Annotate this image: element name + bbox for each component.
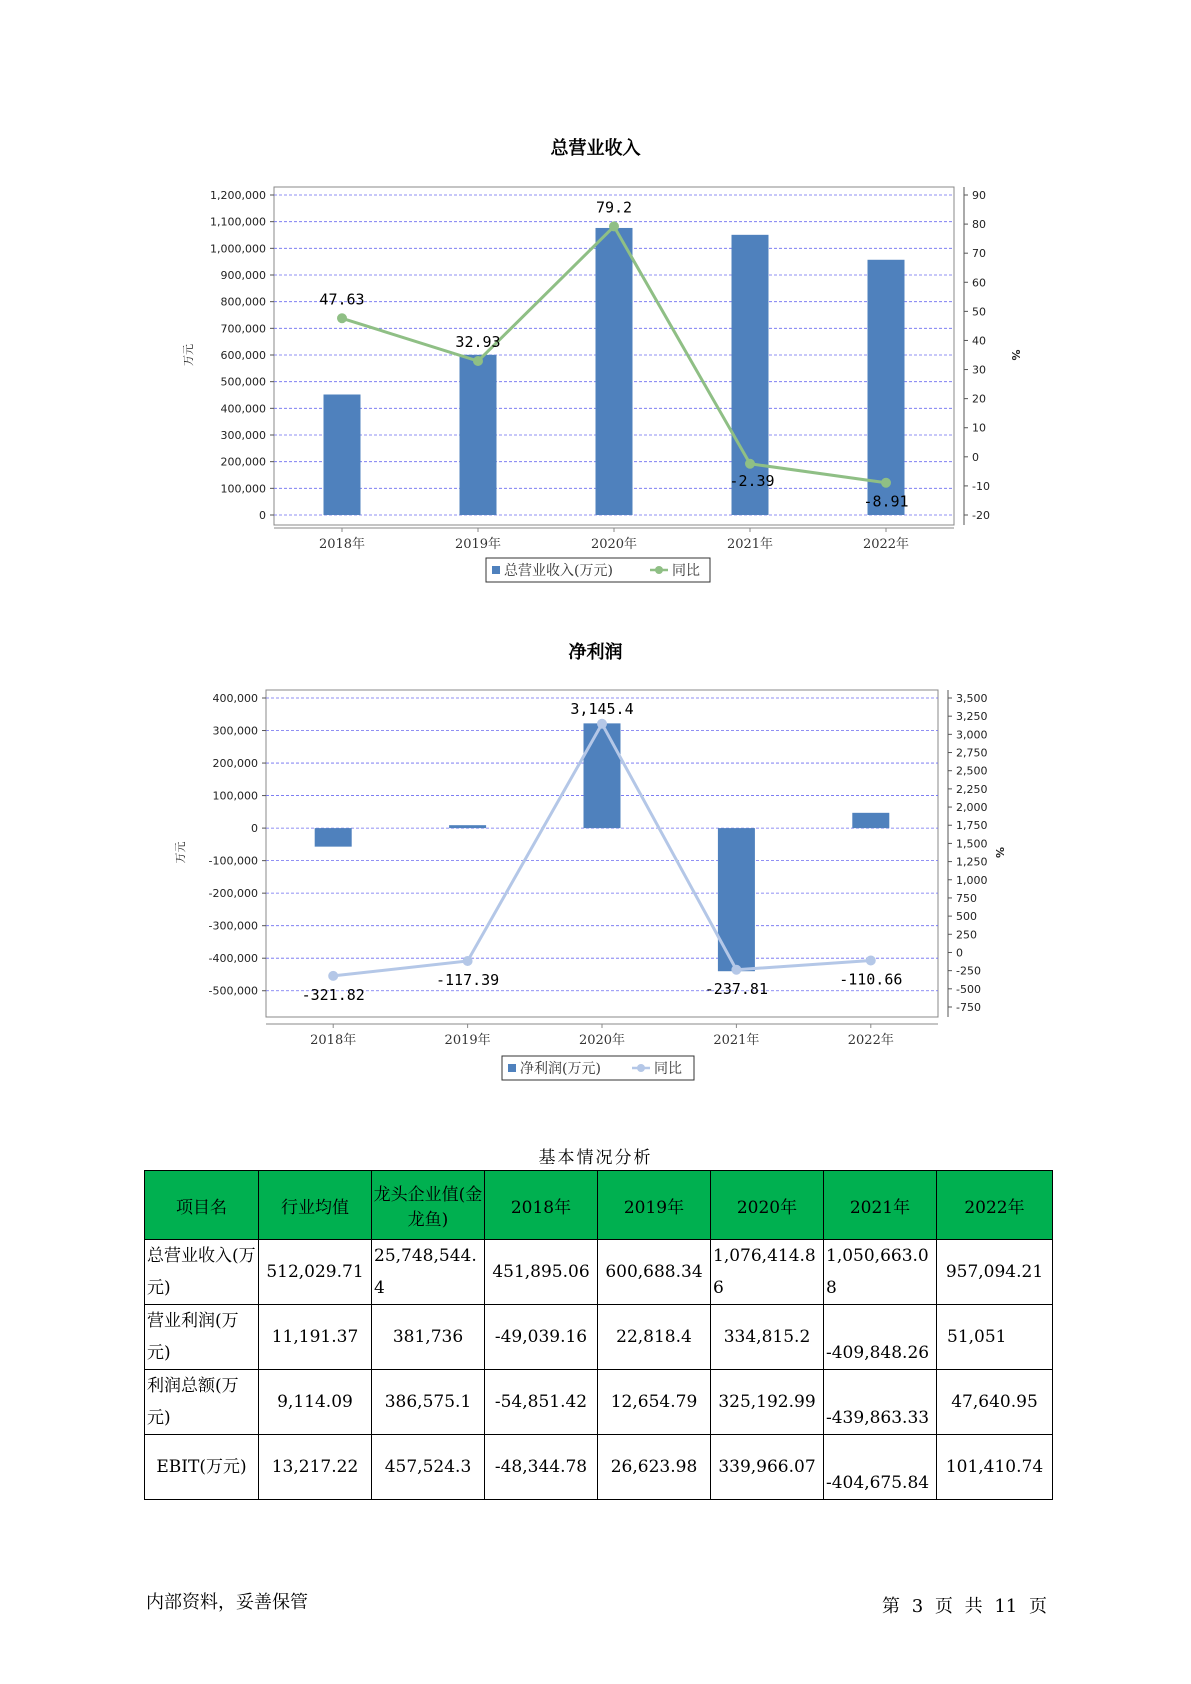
- y-axis-tick-label: 700,000: [220, 322, 266, 336]
- table-cell: -54,851.42: [485, 1370, 598, 1435]
- x-axis-tick-label: 2019年: [444, 1033, 491, 1048]
- bar: [868, 260, 905, 515]
- y-axis-tick-label: 900,000: [220, 269, 266, 282]
- table-cell: 12,654.79: [598, 1370, 711, 1435]
- chart1-title: 总营业收入: [550, 138, 641, 159]
- footer-page-number: 第 3 页 共 11 页: [882, 1596, 1047, 1617]
- chart-legend: [486, 558, 710, 582]
- yoy-data-label: 79.2: [595, 198, 633, 217]
- legend-label-line: 同比: [672, 563, 700, 579]
- y2-axis-tick-label: 0: [972, 450, 979, 464]
- y-axis-tick-label: 400,000: [220, 402, 266, 416]
- bar: [449, 825, 486, 828]
- yoy-point: [337, 313, 347, 323]
- y-axis-tick-label: -400,000: [208, 952, 258, 966]
- bar: [584, 723, 621, 828]
- legend-label-bar: 总营业收入(万元): [504, 563, 613, 579]
- y-axis-tick-label: 100,000: [212, 789, 258, 803]
- y-axis-tick-label: 400,000: [212, 692, 258, 705]
- table-row: [145, 1240, 1053, 1305]
- y-axis-tick-label: 0: [251, 822, 258, 836]
- table-cell: 600,688.34: [598, 1240, 711, 1305]
- yoy-data-label: 47.63: [319, 290, 365, 309]
- x-axis-tick-label: 2018年: [310, 1033, 357, 1048]
- y2-axis-tick-label: 50: [972, 305, 986, 319]
- y-axis-tick-label: 1,100,000: [210, 215, 266, 229]
- net-profit-chart: [0, 670, 1191, 1110]
- y2-axis-tick-label: -20: [972, 509, 990, 522]
- bar: [315, 828, 352, 847]
- y-axis-tick-label: 600,000: [220, 349, 266, 362]
- y2-axis-tick-label: 80: [972, 218, 986, 232]
- bar: [718, 828, 755, 971]
- table-cell: -49,039.16: [485, 1305, 598, 1370]
- col-header: 行业均值: [259, 1171, 372, 1240]
- y2-axis-tick-label: 1,000: [956, 873, 988, 887]
- table-cell: 451,895.06: [485, 1240, 598, 1305]
- y2-axis-tick-label: 250: [956, 928, 977, 942]
- y2-axis-tick-label: 1,250: [956, 855, 988, 869]
- y2-axis-tick-label: 3,250: [956, 710, 988, 724]
- table-cell: 13,217.22: [259, 1435, 372, 1500]
- table-row: [145, 1370, 1053, 1435]
- yoy-point: [731, 965, 741, 975]
- table-row: [145, 1435, 1053, 1500]
- y2-axis-tick-label: 0: [956, 946, 963, 960]
- table-cell: 512,029.71: [259, 1240, 372, 1305]
- yoy-data-label: -237.81: [704, 979, 769, 998]
- table-cell: 9,114.09: [259, 1370, 372, 1435]
- y-axis-label: 万元: [182, 344, 195, 366]
- x-axis-tick-label: 2019年: [454, 537, 502, 552]
- y-axis-tick-label: 300,000: [212, 724, 258, 738]
- y2-axis-tick-label: 10: [972, 421, 986, 435]
- x-axis-tick-label: 2021年: [726, 537, 774, 552]
- y2-axis-tick-label: 1,750: [956, 819, 988, 833]
- yoy-data-label: -2.39: [729, 471, 775, 490]
- y2-axis-tick-label: 20: [972, 392, 986, 406]
- y2-axis-tick-label: 2,250: [956, 782, 988, 796]
- x-axis-tick-label: 2022年: [847, 1033, 894, 1048]
- y2-axis-tick-label: 70: [972, 247, 986, 261]
- legend-swatch-point: [637, 1064, 645, 1072]
- legend-swatch-bar: [492, 566, 500, 574]
- y-axis-tick-label: 1,000,000: [210, 242, 266, 256]
- chart2-title: 净利润: [568, 642, 623, 663]
- bar: [852, 813, 889, 828]
- row-label: 营业利润(万元): [145, 1305, 259, 1370]
- y2-axis-tick-label: 90: [972, 189, 986, 202]
- table-title: 基本情况分析: [538, 1148, 653, 1168]
- table-cell: 386,575.1: [372, 1370, 485, 1435]
- table-cell: -404,675.84: [824, 1435, 937, 1500]
- yoy-data-label: -117.39: [435, 971, 500, 990]
- y2-axis-tick-label: -250: [956, 964, 981, 978]
- y2-axis-tick-label: 2,500: [956, 764, 988, 778]
- basic-analysis-table: [144, 1170, 1053, 1500]
- x-axis-tick-label: 2022年: [862, 537, 910, 552]
- table-cell: 1,076,414.86: [711, 1240, 824, 1305]
- table-cell: 22,818.4: [598, 1305, 711, 1370]
- y-axis-tick-label: 300,000: [220, 429, 266, 442]
- yoy-data-label: 32.93: [455, 333, 501, 352]
- y-axis-tick-label: 100,000: [220, 482, 266, 496]
- y2-axis-tick-label: 2,750: [956, 746, 988, 760]
- y2-axis-tick-label: 750: [956, 891, 977, 905]
- yoy-point: [609, 221, 619, 231]
- yoy-point: [866, 956, 876, 966]
- y2-axis-tick-label: 60: [972, 276, 986, 290]
- y-axis-label: 万元: [174, 841, 187, 864]
- y2-axis-label: %: [993, 846, 1006, 859]
- legend-label-bar: 净利润(万元): [520, 1061, 601, 1077]
- table-cell: 381,736: [372, 1305, 485, 1370]
- col-header: 龙头企业值(金龙鱼): [372, 1171, 485, 1240]
- table-cell: 26,623.98: [598, 1435, 711, 1500]
- y-axis-tick-label: 800,000: [220, 295, 266, 309]
- x-axis-tick-label: 2018年: [318, 537, 366, 552]
- yoy-point: [463, 956, 473, 966]
- col-header: 2022年: [937, 1171, 1053, 1240]
- y-axis-tick-label: -300,000: [208, 919, 258, 933]
- table-cell: 957,094.21: [937, 1240, 1053, 1305]
- yoy-point: [745, 459, 755, 469]
- yoy-point: [328, 971, 338, 981]
- col-header: 项目名: [145, 1171, 259, 1240]
- y2-axis-tick-label: 2,000: [956, 801, 988, 815]
- yoy-data-label: -321.82: [301, 985, 365, 1004]
- table-cell: 51,051: [937, 1305, 1053, 1370]
- y-axis-tick-label: 0: [259, 509, 266, 522]
- yoy-data-label: -8.91: [863, 492, 909, 511]
- col-header: 2021年: [824, 1171, 937, 1240]
- table-cell: 334,815.2: [711, 1305, 824, 1370]
- table-cell: 325,192.99: [711, 1370, 824, 1435]
- y-axis-tick-label: 200,000: [220, 455, 266, 469]
- yoy-data-label: -110.66: [839, 970, 903, 989]
- yoy-point: [473, 356, 483, 366]
- y2-axis-label: %: [1009, 349, 1022, 361]
- table-cell: 11,191.37: [259, 1305, 372, 1370]
- legend-swatch-point: [655, 566, 663, 574]
- table-header-row: [145, 1171, 1053, 1240]
- y2-axis-tick-label: 1,500: [956, 837, 988, 851]
- legend-swatch-bar: [508, 1064, 516, 1072]
- footer-confidential: 内部资料，妥善保管: [146, 1592, 308, 1613]
- col-header: 2019年: [598, 1171, 711, 1240]
- y2-axis-tick-label: 500: [956, 910, 977, 924]
- y-axis-tick-label: 200,000: [212, 757, 258, 771]
- col-header: 2020年: [711, 1171, 824, 1240]
- y2-axis-tick-label: 3,500: [956, 692, 988, 705]
- y2-axis-tick-label: 40: [972, 334, 986, 348]
- bar: [460, 355, 497, 515]
- bar: [324, 394, 361, 515]
- y-axis-tick-label: -200,000: [208, 887, 258, 901]
- y-axis-tick-label: -500,000: [208, 984, 258, 998]
- table-cell: -48,344.78: [485, 1435, 598, 1500]
- y2-axis-tick-label: -500: [956, 982, 981, 996]
- y2-axis-tick-label: 30: [972, 363, 986, 377]
- col-header: 2018年: [485, 1171, 598, 1240]
- yoy-point: [597, 719, 607, 729]
- row-label: 总营业收入(万元): [145, 1240, 259, 1305]
- y2-axis-tick-label: -10: [972, 479, 990, 493]
- legend-label-line: 同比: [654, 1061, 682, 1077]
- y-axis-tick-label: 1,200,000: [210, 189, 266, 202]
- table-cell: -439,863.33: [824, 1370, 937, 1435]
- x-axis-tick-label: 2021年: [713, 1033, 760, 1048]
- y-axis-tick-label: -100,000: [208, 854, 258, 868]
- yoy-point: [881, 478, 891, 488]
- bar: [596, 228, 633, 515]
- x-axis-tick-label: 2020年: [578, 1033, 626, 1048]
- y2-axis-tick-label: 3,000: [956, 728, 988, 742]
- table-cell: 25,748,544.4: [372, 1240, 485, 1305]
- table-cell: -409,848.26: [824, 1305, 937, 1370]
- y-axis-tick-label: 500,000: [220, 375, 266, 389]
- chart-legend: [502, 1056, 694, 1080]
- table-cell: 47,640.95: [937, 1370, 1053, 1435]
- table-cell: 101,410.74: [937, 1435, 1053, 1500]
- x-axis-tick-label: 2020年: [590, 537, 638, 552]
- row-label: 利润总额(万元): [145, 1370, 259, 1435]
- y2-axis-tick-label: -750: [956, 1001, 981, 1014]
- table-cell: 339,966.07: [711, 1435, 824, 1500]
- row-label: EBIT(万元): [145, 1435, 259, 1500]
- table-cell: 1,050,663.08: [824, 1240, 937, 1305]
- table-cell: 457,524.3: [372, 1435, 485, 1500]
- table-row: [145, 1305, 1053, 1370]
- yoy-data-label: 3,145.4: [570, 699, 634, 718]
